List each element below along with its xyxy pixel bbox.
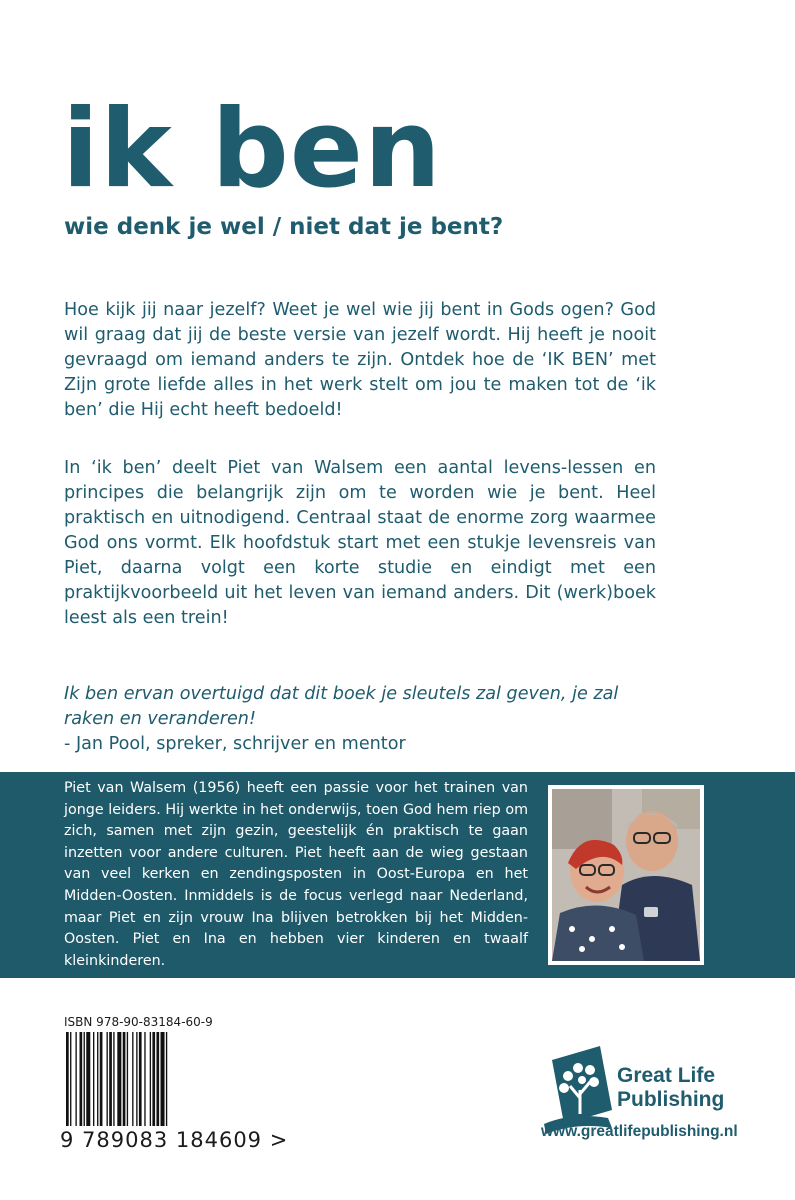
barcode-bar bbox=[84, 1032, 85, 1126]
barcode-bar bbox=[152, 1032, 155, 1126]
isbn-label: ISBN 978-90-83184-60-9 bbox=[64, 1015, 213, 1029]
barcode-digits: 9 789083 184609 > bbox=[60, 1128, 289, 1152]
barcode-bar bbox=[132, 1032, 133, 1126]
barcode-bar bbox=[150, 1032, 151, 1126]
author-band bbox=[0, 772, 795, 978]
barcode-bar bbox=[156, 1032, 159, 1126]
quote-attribution: - Jan Pool, spreker, schrijver en mentor bbox=[64, 734, 406, 754]
book-subtitle: wie denk je wel / niet dat je bent? bbox=[64, 214, 504, 240]
barcode-bar bbox=[117, 1032, 121, 1126]
publisher-url: www.greatlifepublishing.nl bbox=[541, 1123, 738, 1140]
barcode-bar bbox=[123, 1032, 126, 1126]
publisher-name bbox=[617, 1064, 724, 1112]
barcode-bar bbox=[136, 1032, 137, 1126]
barcode-bar bbox=[166, 1032, 167, 1126]
book-title: ik ben bbox=[62, 87, 442, 212]
author-bio: Piet van Walsem (1956) heeft een passie voor het trainen van jonge leiders. Hij werkte in het onderwijs, toen God hem riep om zich, samen met zijn gezin, geestelijk én praktisch te gaan inzetten voor andere culturen. Piet heeft aan de wieg gestaan van veel kerken en zendingsposten in Oost-Europa en het Midden-Oosten. Inmiddels is de focus verlegd naar Nederland, maar Piet en zijn vrouw Ina blijven betrokken bij het Midden-Oosten. Piet en Ina en hebben vier kinderen en twaalf kleinkinderen. bbox=[64, 780, 528, 969]
barcode-bar bbox=[127, 1032, 128, 1126]
barcode-bar bbox=[66, 1032, 69, 1126]
publisher-name-line1: Great Life bbox=[617, 1064, 716, 1087]
barcode-bar bbox=[75, 1032, 76, 1126]
publisher-name-line2: Publishing bbox=[617, 1088, 725, 1111]
endorsement-quote bbox=[64, 682, 664, 757]
barcode-bar bbox=[113, 1032, 114, 1126]
barcode-bar bbox=[139, 1032, 142, 1126]
author-photo-illustration bbox=[552, 789, 700, 961]
barcode-bar bbox=[161, 1032, 165, 1126]
barcode-bar bbox=[107, 1032, 108, 1126]
barcode-bar bbox=[109, 1032, 112, 1126]
barcode-bar bbox=[144, 1032, 145, 1126]
barcode-bar bbox=[93, 1032, 94, 1126]
barcode-bar bbox=[97, 1032, 98, 1126]
barcode-bar bbox=[100, 1032, 103, 1126]
intro-paragraph: Hoe kijk jij naar jezelf? Weet je wel wie jij bent in Gods ogen? God wil graag dat jij de beste versie van jezelf wordt. Hij heeft je nooit gevraagd om iemand anders te zijn. Ontdek hoe de ‘IK BEN’ met Zijn grote liefde alles in het werk stelt om jou te maken tot de ‘ik ben’ die Hij echt heeft bedoeld! bbox=[64, 300, 656, 420]
barcode-bar bbox=[80, 1032, 83, 1126]
quote-text: Ik ben ervan overtuigd dat dit boek je sleutels zal geven, je zal raken en veranderen! bbox=[64, 684, 619, 729]
barcode bbox=[64, 1032, 229, 1126]
barcode-bar bbox=[86, 1032, 90, 1126]
description-paragraph: In ‘ik ben’ deelt Piet van Walsem een aantal levens-lessen en principes die belangrijk zijn om te worden wie je bent. Heel praktisch en uitnodigend. Centraal staat de enorme zorg waarmee God ons vormt. Elk hoofdstuk start met een stukje levensreis van Piet, daarna volgt een korte studie en eindigt met een praktijkvoorbeeld uit het leven van iemand anders. Dit (werk)boek leest als een trein! bbox=[64, 458, 656, 628]
author-photo bbox=[548, 785, 704, 965]
barcode-bar bbox=[70, 1032, 71, 1126]
